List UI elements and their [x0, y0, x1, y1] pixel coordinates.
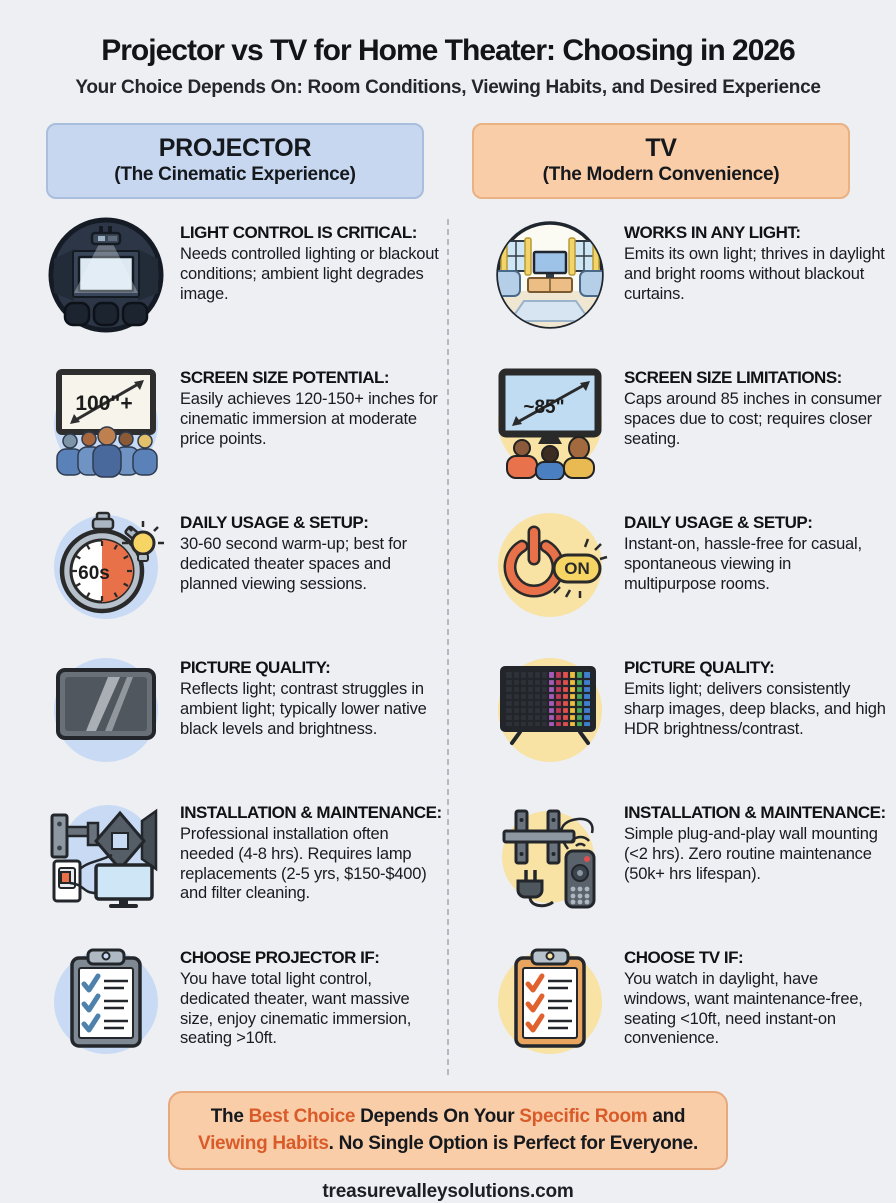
projector-choose-text: [168, 940, 442, 1049]
page-title: Projector vs TV for Home Theater: Choosing in 2026: [101, 34, 795, 67]
tv-usage-text: [612, 505, 886, 594]
tv-light-text: [612, 215, 886, 304]
tv-header-title: TV: [645, 134, 677, 162]
tv-light-cell: [446, 215, 890, 360]
banner-text-segment: . No Single Option is Perfect for Everyone.: [328, 1132, 698, 1154]
banner-text-segment: Viewing Habits: [198, 1132, 329, 1154]
tv-install-body: Simple plug-and-play wall mounting (<2 hrs). Zero routine maintenance (50k+ hrs lifespan).: [624, 825, 878, 883]
row-screen-size: [46, 360, 896, 505]
projector-choose-heading: CHOOSE PROJECTOR IF:: [180, 948, 380, 967]
tv-quality-cell: [446, 650, 890, 795]
tv-column-header: [472, 123, 850, 199]
column-headers: [0, 123, 896, 199]
projector-header-title: PROJECTOR: [158, 134, 312, 162]
projection-screen-size-icon: [46, 360, 168, 480]
tv-header-subtitle: (The Modern Convenience): [542, 164, 780, 185]
projector-usage-cell: [46, 505, 446, 650]
svg-text:60s: 60s: [78, 563, 110, 584]
projector-choose-cell: [46, 940, 446, 1085]
tv-choose-heading: CHOOSE TV IF:: [624, 948, 744, 967]
instant-on-power-icon: [490, 505, 612, 625]
tv-choose-text: [612, 940, 886, 1049]
tv-quality-heading: PICTURE QUALITY:: [624, 658, 775, 677]
projector-usage-heading: DAILY USAGE & SETUP:: [180, 513, 369, 532]
banner-text-segment: Specific Room: [519, 1106, 648, 1127]
projector-usage-body: 30-60 second warm-up; best for dedicated theater spaces and planned viewing sessions.: [180, 535, 407, 593]
tv-size-text: [612, 360, 886, 449]
projector-quality-cell: [46, 650, 446, 795]
stopwatch-warmup-icon: [46, 505, 168, 625]
bright-living-room-icon: [490, 215, 612, 335]
svg-text:100"+: 100"+: [75, 392, 133, 415]
dark-home-theater-icon: [46, 215, 168, 335]
projector-size-heading: SCREEN SIZE POTENTIAL:: [180, 368, 390, 387]
tv-choose-body: You watch in daylight, have windows, want maintenance-free, seating <10ft, need instant-on convenience.: [624, 970, 863, 1048]
projector-install-text: [168, 795, 442, 904]
banner-text-segment: The: [210, 1106, 249, 1127]
tv-light-body: Emits its own light; thrives in daylight and bright rooms without blackout curtains.: [624, 245, 885, 303]
tv-size-cell: [446, 360, 890, 505]
svg-text:ON: ON: [564, 559, 590, 578]
projector-usage-text: [168, 505, 442, 594]
pixel-grid-tv-icon: [490, 650, 612, 770]
row-installation: [46, 795, 896, 940]
wall-mount-arm-cables-icon: [46, 795, 168, 915]
tv-light-heading: WORKS IN ANY LIGHT:: [624, 223, 801, 242]
tv-usage-cell: [446, 505, 890, 650]
projector-install-cell: [46, 795, 446, 940]
row-picture-quality: [46, 650, 896, 795]
banner-text-segment: Depends On Your: [355, 1106, 520, 1127]
tv-install-cell: [446, 795, 890, 940]
center-dashed-divider: [447, 219, 449, 1075]
row-choose-if: [46, 940, 896, 1085]
projector-install-heading: INSTALLATION & MAINTENANCE:: [180, 803, 442, 822]
projector-light-cell: [46, 215, 446, 360]
tv-usage-heading: DAILY USAGE & SETUP:: [624, 513, 813, 532]
projector-size-body: Easily achieves 120-150+ inches for cinematic immersion at moderate price points.: [180, 390, 438, 448]
projector-quality-text: [168, 650, 442, 739]
projector-size-text: [168, 360, 442, 449]
wall-mount-plug-remote-icon: [490, 795, 612, 915]
projector-light-body: Needs controlled lighting or blackout conditions; ambient light degrades image.: [180, 245, 439, 303]
tv-install-heading: INSTALLATION & MAINTENANCE:: [624, 803, 886, 822]
tv-quality-body: Emits light; delivers consistently sharp images, deep blacks, and high HDR brightness/contrast.: [624, 680, 886, 738]
tv-size-body: Caps around 85 inches in consumer spaces due to cost; requires closer seating.: [624, 390, 882, 448]
website-url: treasurevalleysolutions.com: [322, 1181, 574, 1203]
banner-text-segment: Best Choice: [248, 1106, 356, 1127]
checklist-orange-icon: [490, 940, 612, 1060]
tv-install-text: [612, 795, 886, 884]
row-daily-usage: [46, 505, 896, 650]
glare-screen-icon: [46, 650, 168, 770]
tv-usage-body: Instant-on, hassle-free for casual, spontaneous viewing in multipurpose rooms.: [624, 535, 862, 593]
tv-size-heading: SCREEN SIZE LIMITATIONS:: [624, 368, 842, 387]
page-subtitle: Your Choice Depends On: Room Conditions, Viewing Habits, and Desired Experience: [75, 77, 821, 98]
tv-quality-text: [612, 650, 886, 739]
projector-light-heading: LIGHT CONTROL IS CRITICAL:: [180, 223, 417, 242]
projector-header-subtitle: (The Cinematic Experience): [114, 164, 356, 185]
projector-column-header: [46, 123, 424, 199]
conclusion-banner: [168, 1091, 728, 1170]
checklist-blue-icon: [46, 940, 168, 1060]
projector-choose-body: You have total light control, dedicated theater, want massive size, enjoy cinematic immersion, seating >10ft.: [180, 970, 412, 1048]
comparison-grid: [0, 215, 896, 1085]
svg-text:~85": ~85": [523, 397, 565, 418]
projector-size-cell: [46, 360, 446, 505]
projector-quality-body: Reflects light; contrast struggles in ambient light; typically lower native black levels and brightness.: [180, 680, 427, 738]
tv-screen-size-icon: [490, 360, 612, 480]
projector-light-text: [168, 215, 442, 304]
tv-choose-cell: [446, 940, 890, 1085]
banner-text-segment: and: [647, 1106, 686, 1127]
row-light-control: [46, 215, 896, 360]
projector-install-body: Professional installation often needed (4-8 hrs). Requires lamp replacements (2-5 yrs, $150-$400) and filter cleaning.: [180, 825, 427, 903]
projector-quality-heading: PICTURE QUALITY:: [180, 658, 331, 677]
